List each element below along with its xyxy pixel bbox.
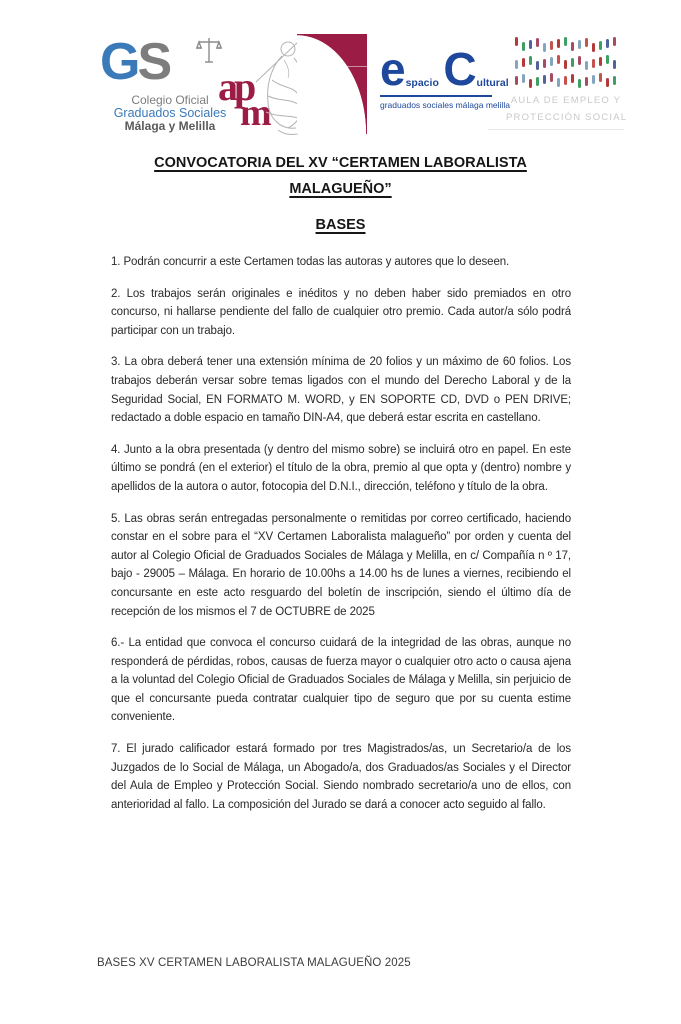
aula-dash (536, 38, 539, 47)
aula-dash (550, 57, 553, 66)
maroon-corner-graphic (297, 34, 367, 134)
aula-dash (571, 58, 574, 67)
aula-dash (557, 78, 560, 87)
aula-dash (592, 75, 595, 84)
paragraph-5: 5. Las obras serán entregadas personalmente o remitidas por correo certificado, haciendo constar en el sobre para el “XV Certamen Laboralista malagueño” por orden y cuenta del autor al Colegio Oficial de Graduados Sociales de Málaga y Melilla, en c/ Compañía n º 17, bajo - 29005 – Málaga. En horario de 10.00hs a 14.00 hs de lunes a viernes, recibiendo el concursante en este acto resguardo del boletín de inscripción, siendo el último día de recepción de los mismos el 7 de OCTUBRE de 2025 (111, 512, 571, 618)
colegio-logo-line3: Málaga y Melilla (124, 119, 216, 133)
gs-monogram-g: G (100, 33, 138, 91)
paragraph-2: 2. Los trabajos serán originales e inéditos y no deben haber sido premiados en otro concurso, ni hallarse pendiente del fallo de cualquier otro premio. Cada autor/a sólo podrá participar con un trabajo. (111, 287, 571, 337)
apm-monogram-bottom: m (240, 92, 272, 134)
paragraph-3: 3. La obra deberá tener una extensión mínima de 20 folios y un máximo de 60 folios. Los trabajos deberán versar sobre temas ligados con el mundo del Derecho Laboral y de la Seguridad Social, EN FORMATO M. WORD, y EN SOPORTE CD, DVD o PEN DRIVE; redactado a doble espacio en tamaño DIN-A4, que deberá estar escrita en castellano. (111, 356, 571, 425)
aula-dash-pattern (506, 36, 624, 90)
aula-dash (515, 60, 518, 69)
aula-dash (585, 38, 588, 47)
paragraph-7: 7. El jurado calificador estará formado por tres Magistrados/as, un Secretario/a de los Juzgados de lo Social de Málaga, un Abogado/a, dos Graduados/as Sociales y el Director del Aula de Empleo y Protección Social. Siendo nombrado secretario/a uno de ellos, con anterioridad al fallo. La composición del Jurado se dará a conocer acto seguido al fallo. (111, 743, 571, 811)
aula-dash (578, 40, 581, 49)
apm-monogram-top: ap (218, 64, 253, 109)
aula-dash (529, 79, 532, 88)
aula-dash (571, 42, 574, 51)
page-title-line1: CONVOCATORIA DEL XV “CERTAMEN LABORALISTA (154, 155, 527, 171)
aula-dash (578, 79, 581, 88)
espacio-cultural-wordmark (380, 43, 509, 95)
aula-dash (571, 74, 574, 83)
aula-dash (613, 76, 616, 85)
aula-dash (606, 78, 609, 87)
aula-dash (564, 60, 567, 69)
aula-dash (578, 56, 581, 65)
aula-divider-line (488, 129, 624, 130)
document-footer: BASES XV CERTAMEN LABORALISTA MALAGUEÑO 2025 (97, 957, 411, 969)
aula-empleo-logo (506, 36, 626, 124)
aula-dash (522, 74, 525, 83)
bases-heading: BASES (315, 217, 366, 233)
aula-dash (522, 42, 525, 51)
aula-dash (543, 59, 546, 68)
ec-big-c: C (443, 43, 477, 95)
page-title-line2: MALAGUEÑO” (289, 181, 392, 197)
aula-dash (613, 60, 616, 69)
aula-logo-line1: AULA DE EMPLEO Y (510, 95, 622, 106)
ec-big-e: e (380, 43, 406, 95)
paragraph-4: 4. Junto a la obra presentada (y dentro del mismo sobre) se incluirá otro en papel. En este último se pondrá (en el exterior) el título de la obra, premio al que opta y (dentro) nombre y apellidos de la autora o autor, fotocopia del D.N.I., dirección, teléfono y título de la obra. (111, 443, 571, 493)
aula-dash (543, 75, 546, 84)
aula-dash (599, 73, 602, 82)
aula-dash (536, 77, 539, 86)
ec-small-ultural: ultural (476, 77, 509, 89)
aula-dash (599, 57, 602, 66)
aula-dash (515, 37, 518, 46)
aula-dash (557, 39, 560, 48)
ec-small-spacio: spacio (405, 77, 439, 89)
paragraph-6: 6.- La entidad que convoca el concurso cuidará de la integridad de las obras, aunque no responderá de pérdidas, robos, causas de fuerza mayor o cualquier otro acto o causa ajena a la voluntad del Colegio Oficial de Graduados Sociales de Málaga y Melilla, sin perjuicio de que el concursante pueda contratar cualquier tipo de seguro que por su cuenta estime conveniente. (111, 637, 571, 724)
document-header (0, 0, 681, 150)
aula-logo-line2: PROTECCIÓN SOCIAL (506, 112, 628, 123)
aula-dash (592, 59, 595, 68)
aula-dash (543, 43, 546, 52)
aula-dash (592, 43, 595, 52)
aula-dash (536, 61, 539, 70)
aula-dash (606, 55, 609, 64)
aula-dash (515, 76, 518, 85)
document-body (111, 253, 571, 814)
gs-monogram-s: S (137, 33, 170, 91)
aula-dash (585, 61, 588, 70)
document-title-block (0, 150, 681, 235)
aula-dash (529, 56, 532, 65)
corner-highlight-line (318, 66, 367, 67)
aula-dash (529, 40, 532, 49)
aula-dash (557, 55, 560, 64)
colegio-logo-line2: Graduados Sociales (113, 106, 227, 120)
aula-dash (613, 37, 616, 46)
aula-dash (606, 39, 609, 48)
aula-dash (585, 77, 588, 86)
espacio-cultural-logo (380, 43, 510, 110)
aula-dash (550, 41, 553, 50)
aula-dash (564, 76, 567, 85)
aula-dash (564, 37, 567, 46)
ec-underline (380, 95, 492, 97)
paragraph-1: 1. Podrán concurrir a este Certamen todas las autoras y autores que lo deseen. (111, 256, 510, 268)
aula-dash (599, 41, 602, 50)
aula-dash (522, 58, 525, 67)
ec-subtitle: graduados sociales málaga melilla (380, 100, 510, 110)
aula-dash (550, 73, 553, 82)
colegio-logo-line1: Colegio Oficial (131, 93, 209, 107)
